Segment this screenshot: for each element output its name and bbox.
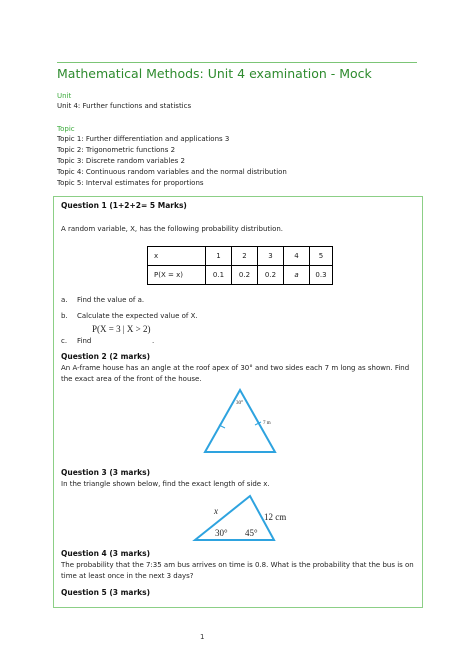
table-cell: 4 <box>284 247 310 266</box>
q2-text-line1: An A-frame house has an angle at the roof apex of 30° and two sides each 7 m long as shown. Find <box>61 364 410 372</box>
unit-text: Unit 4: Further functions and statistics <box>57 102 192 110</box>
table-cell: 2 <box>232 247 258 266</box>
table-cell: a <box>284 266 310 285</box>
q4-heading: Question 4 (3 marks) <box>61 549 151 558</box>
side-x-label: x <box>214 506 218 516</box>
q4-text-line1: The probability that the 7:35 am bus arrives on time is 0.8. What is the probability that the bus is on <box>61 561 414 569</box>
document-title: Mathematical Methods: Unit 4 examination - Mock <box>57 66 372 81</box>
aframe-triangle-diagram <box>200 388 280 456</box>
q1-part-c-end: . <box>152 337 155 345</box>
unit-heading: Unit <box>57 92 72 100</box>
q3-text: In the triangle shown below, find the exact length of side x. <box>61 480 270 488</box>
q1-part-b-label: b. <box>61 312 68 320</box>
table-row <box>148 266 333 285</box>
q3-heading: Question 3 (3 marks) <box>61 468 151 477</box>
q1-part-a-label: a. <box>61 296 68 304</box>
q3-triangle-diagram <box>192 492 302 544</box>
q5-heading: Question 5 (3 marks) <box>61 588 151 597</box>
topic-item: Topic 3: Discrete random variables 2 <box>57 157 185 165</box>
table-row <box>148 247 333 266</box>
table-cell: 1 <box>206 247 232 266</box>
apex-angle-label: 30° <box>236 401 243 406</box>
q3-triangle <box>195 496 274 540</box>
q4-text-line2: time at least once in the next 3 days? <box>61 572 194 580</box>
table-cell: 0.2 <box>258 266 284 285</box>
title-rule <box>57 62 417 63</box>
table-cell: 3 <box>258 247 284 266</box>
table-cell: 0.1 <box>206 266 232 285</box>
topic-item: Topic 5: Interval estimates for proportions <box>57 179 204 187</box>
q1-part-b: Calculate the expected value of X. <box>77 312 198 320</box>
table-cell: 5 <box>310 247 333 266</box>
page-number: 1 <box>200 633 205 641</box>
table-cell: 0.2 <box>232 266 258 285</box>
q1-part-c: Find <box>77 337 92 345</box>
topic-item: Topic 4: Continuous random variables and the normal distribution <box>57 168 287 176</box>
angle-30-label: 30° <box>215 528 228 538</box>
topic-heading: Topic <box>57 125 75 133</box>
q2-heading: Question 2 (2 marks) <box>61 352 151 361</box>
q1-part-a: Find the value of a. <box>77 296 145 304</box>
angle-45-label: 45° <box>245 528 258 538</box>
q1-intro: A random variable, X, has the following probability distribution. <box>61 225 284 233</box>
q1-heading: Question 1 (1+2+2= 5 Marks) <box>61 201 187 210</box>
probability-table <box>147 246 333 285</box>
topic-item: Topic 2: Trigonometric functions 2 <box>57 146 176 154</box>
side-12cm-label: 12 cm <box>264 512 287 522</box>
q1-part-c-label: c. <box>61 337 68 345</box>
q1-part-c-expression: P(X = 3 | X > 2) <box>92 324 151 334</box>
table-cell: P(X = x) <box>148 266 206 285</box>
topic-item: Topic 1: Further differentiation and applications 3 <box>57 135 230 143</box>
q2-text-line2: the exact area of the front of the house. <box>61 375 202 383</box>
table-cell: x <box>148 247 206 266</box>
side-length-label: 7 m <box>263 421 271 426</box>
table-cell: 0.3 <box>310 266 333 285</box>
